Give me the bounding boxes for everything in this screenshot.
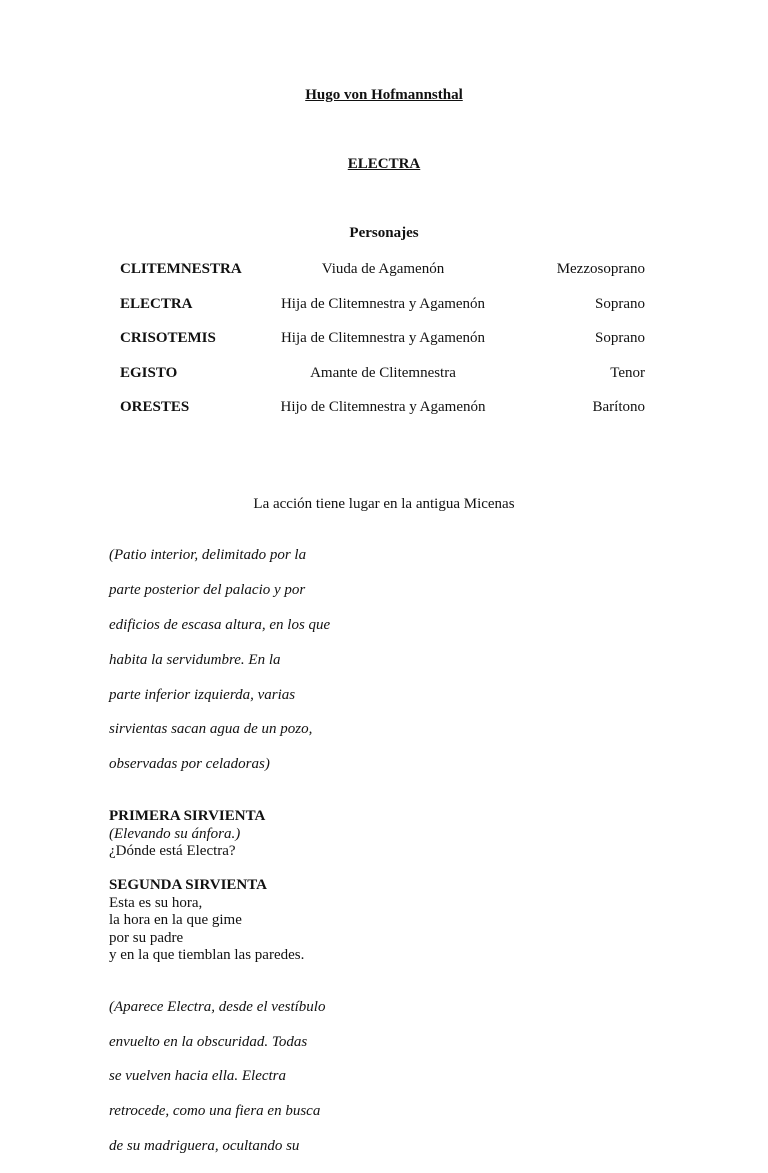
stage-direction-line: parte inferior izquierda, varias <box>109 686 296 703</box>
cast-heading: Personajes <box>349 225 419 241</box>
character-name: CRISOTEMIS <box>120 330 216 347</box>
play-title: ELECTRA <box>347 156 421 172</box>
stage-direction-line: habita la servidumbre. En la <box>109 651 281 668</box>
dialogue-block <box>109 877 529 964</box>
author-heading: Hugo von Hofmannsthal <box>305 87 463 103</box>
character-voice: Tenor <box>610 364 645 381</box>
stage-direction-line: de su madriguera, ocultando su <box>109 1138 300 1154</box>
inline-direction: (Elevando su ánfora.) <box>109 825 241 842</box>
stage-direction-line: observadas por celadoras) <box>109 756 270 773</box>
character-voice: Mezzosoprano <box>556 261 645 277</box>
character-name: CLITEMNESTRA <box>120 261 242 277</box>
stage-direction <box>109 530 529 791</box>
stage-direction-line: edificios de escasa altura, en los que <box>109 617 331 634</box>
speaker-name: PRIMERA SIRVIENTA <box>109 808 266 825</box>
cast-row <box>120 295 645 330</box>
character-name: EGISTO <box>120 364 178 381</box>
cast-list <box>120 260 645 433</box>
character-name: ELECTRA <box>120 295 193 312</box>
stage-direction <box>109 981 529 1172</box>
character-name: ORESTES <box>120 399 190 416</box>
character-description: Hija de Clitemnestra y Agamenón <box>280 295 486 312</box>
dialogue-line: la hora en la que gime <box>109 912 242 929</box>
stage-direction-line: envuelto en la obscuridad. Todas <box>109 1033 308 1050</box>
dialogue-block <box>109 808 529 860</box>
cast-row <box>120 260 645 295</box>
character-voice: Soprano <box>595 295 645 312</box>
script-body <box>109 530 529 1173</box>
dialogue-line: y en la que tiemblan las paredes. <box>109 946 305 963</box>
speaker-name: SEGUNDA SIRVIENTA <box>109 877 267 894</box>
dialogue-line: por su padre <box>109 929 184 946</box>
stage-direction-line: parte posterior del palacio y por <box>109 582 306 599</box>
stage-direction-line: (Patio interior, delimitado por la <box>109 547 307 564</box>
cast-row <box>120 398 645 433</box>
dialogue-line: ¿Dónde está Electra? <box>109 842 236 859</box>
stage-direction-line: (Aparece Electra, desde el vestíbulo <box>109 998 326 1015</box>
dialogue-line: Esta es su hora, <box>109 894 203 911</box>
character-description: Viuda de Agamenón <box>321 261 445 277</box>
setting-line: La acción tiene lugar en la antigua Micenas <box>253 496 515 512</box>
cast-row <box>120 364 645 399</box>
cast-row <box>120 329 645 364</box>
character-description: Hijo de Clitemnestra y Agamenón <box>280 399 486 416</box>
character-voice: Soprano <box>595 330 645 347</box>
character-voice: Barítono <box>592 399 645 416</box>
character-description: Hija de Clitemnestra y Agamenón <box>280 330 486 347</box>
character-description: Amante de Clitemnestra <box>310 364 456 381</box>
stage-direction-line: sirvientas sacan agua de un pozo, <box>109 721 313 738</box>
stage-direction-line: retrocede, como una fiera en busca <box>109 1103 321 1120</box>
stage-direction-line: se vuelven hacia ella. Electra <box>109 1068 287 1085</box>
